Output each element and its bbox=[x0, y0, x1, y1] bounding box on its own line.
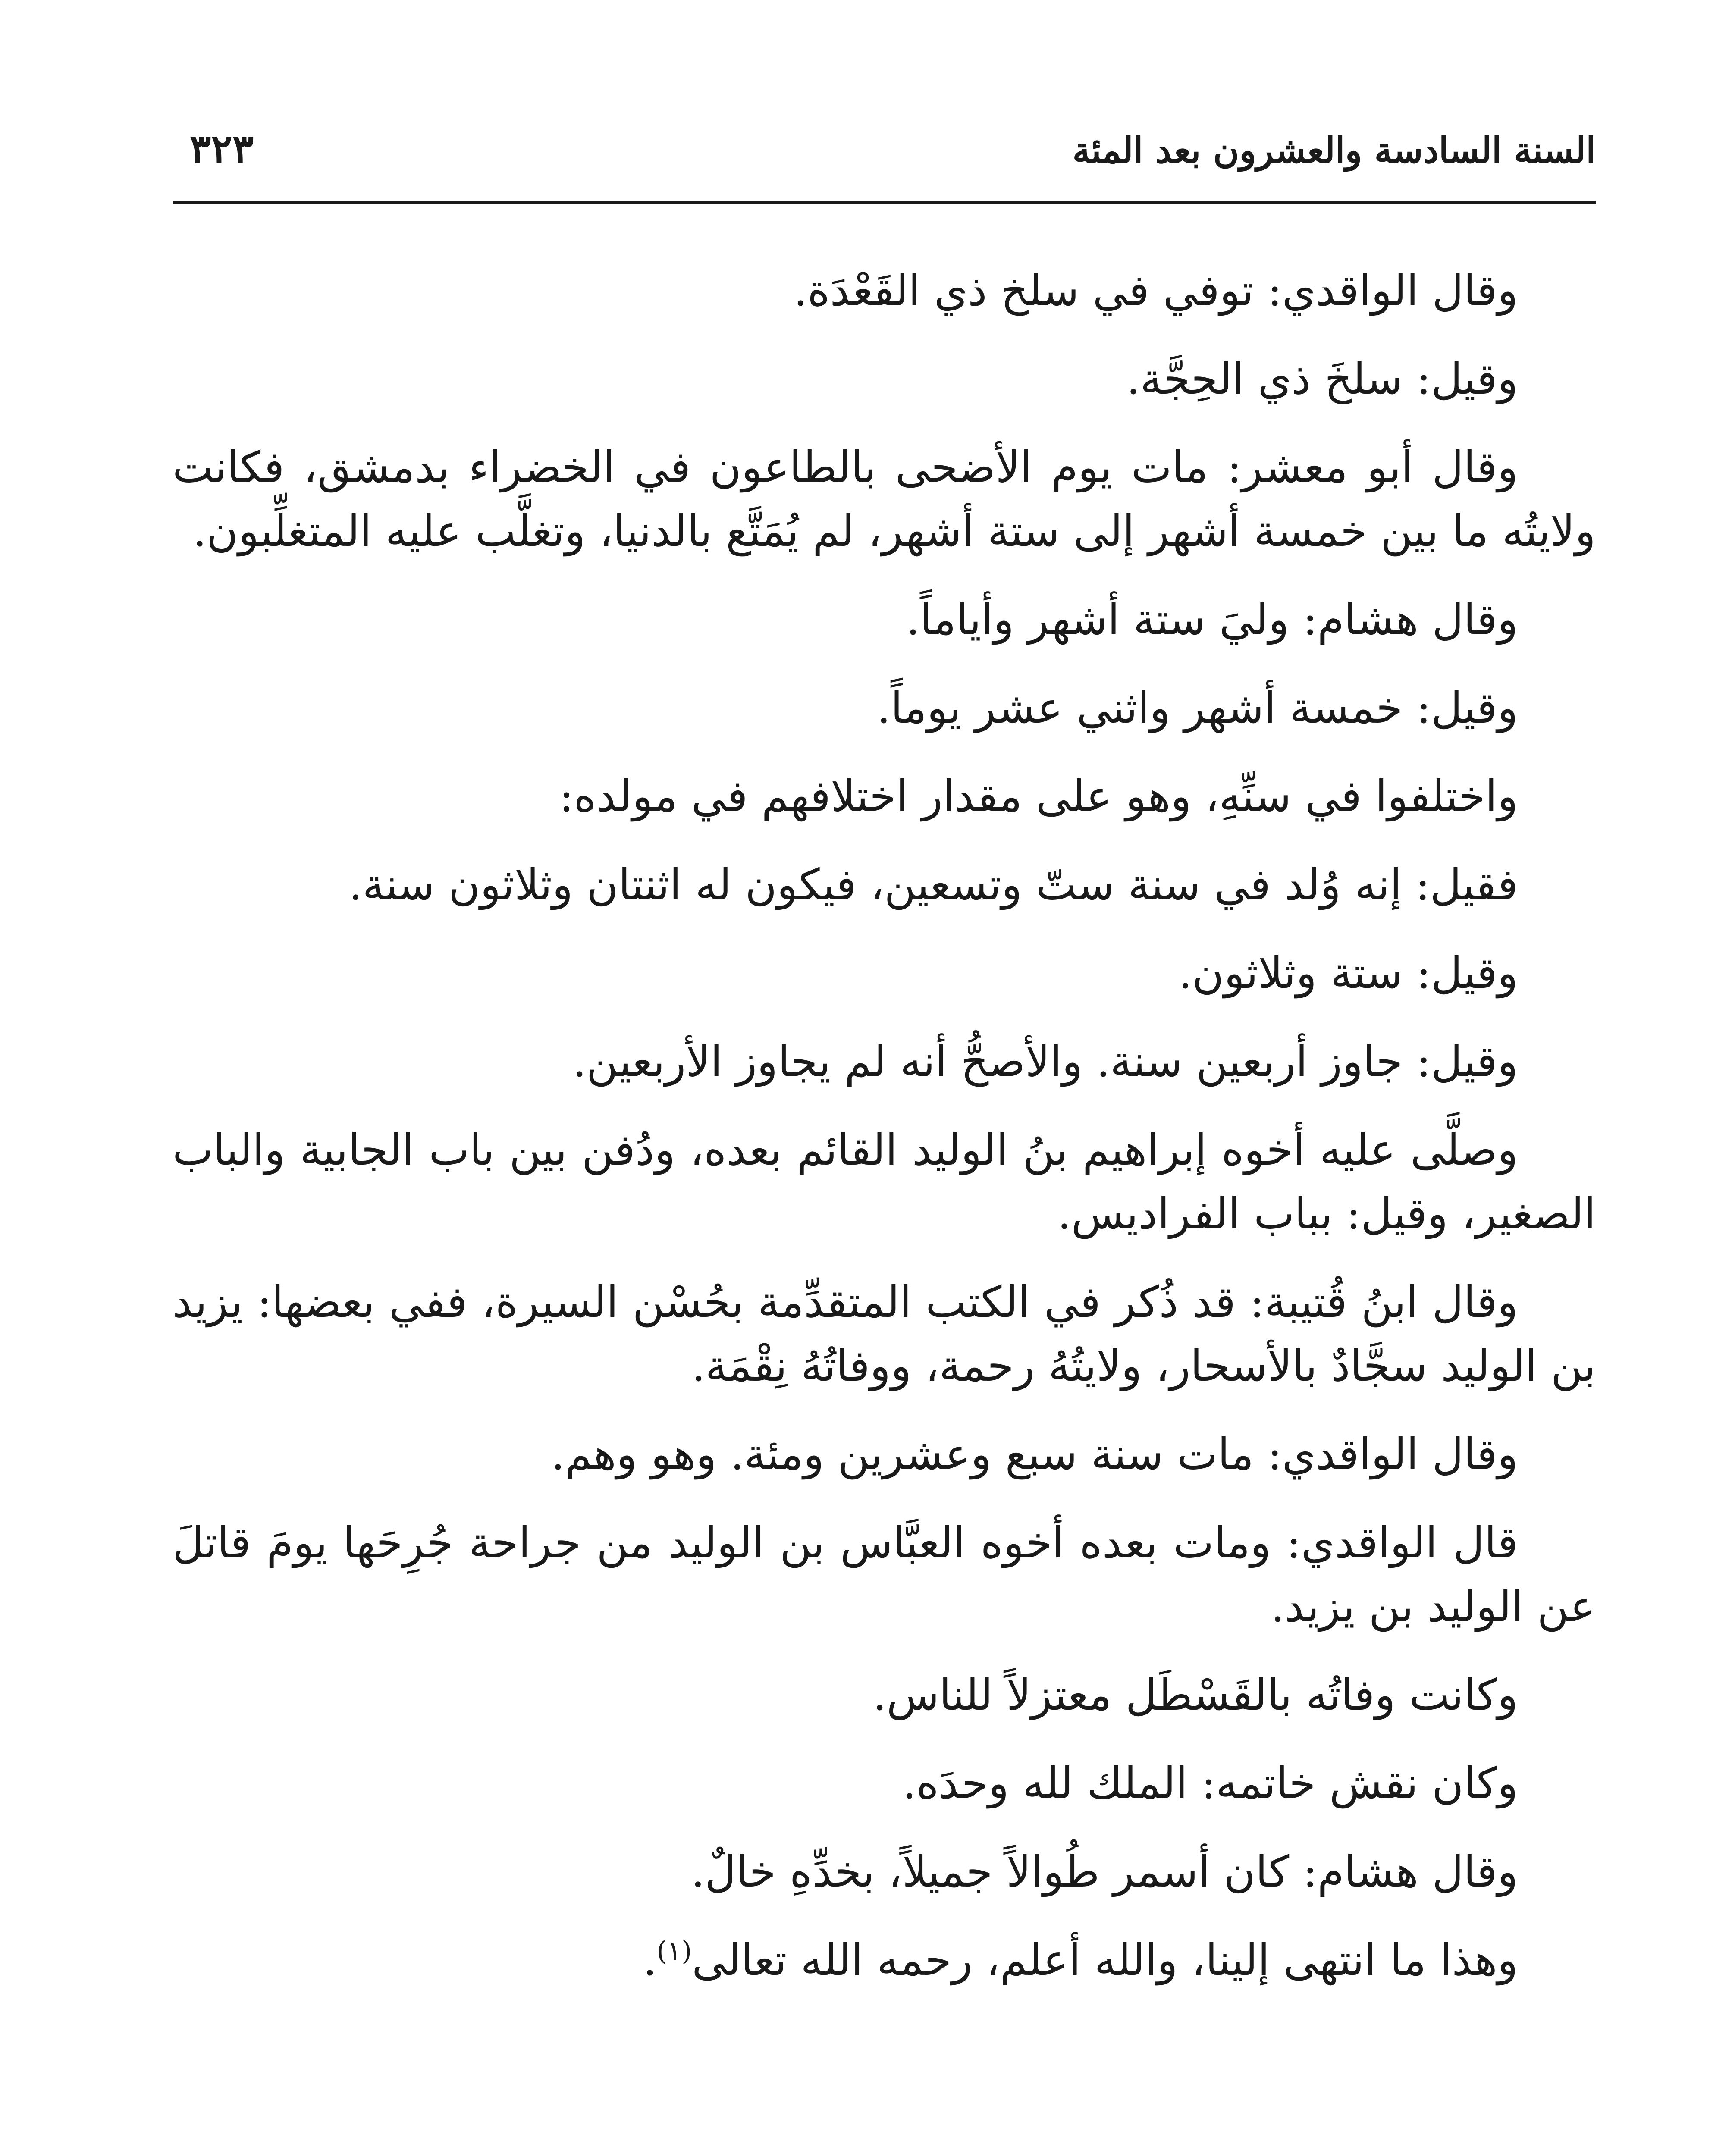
last-paragraph bbox=[173, 1928, 1596, 1992]
footnote-marker: (١) bbox=[656, 1935, 692, 1967]
paragraph: وقال هشام: وليَ ستة أشهر وأياماً. bbox=[906, 594, 1518, 645]
paragraph: وقال الواقدي: توفي في سلخ ذي القَعْدَة. bbox=[794, 265, 1518, 316]
paragraph: وقال ابنُ قُتيبة: قد ذُكر في الكتب المتقدِّمة بحُسْن السيرة، ففي بعضها: يزيد بن الوليد سجَّادٌ بالأسحار، ولايتُهُ رحمة، ووفاتُهُ نِقْمَة. bbox=[173, 1277, 1596, 1391]
running-title: السنة السادسة والعشرون بعد المئة bbox=[1072, 130, 1596, 171]
last-paragraph-end: . bbox=[643, 1935, 657, 1985]
paragraph: واختلفوا في سنِّهِ، وهو على مقدار اختلافهم في مولده: bbox=[559, 771, 1518, 821]
page-header bbox=[173, 112, 1596, 211]
paragraph: فقيل: إنه وُلد في سنة ستّ وتسعين، فيكون له اثنتان وثلاثون سنة. bbox=[348, 859, 1518, 910]
paragraph: وكان نقش خاتمه: الملك لله وحدَه. bbox=[902, 1758, 1518, 1808]
paragraph: وكانت وفاتُه بالقَسْطَل معتزلاً للناس. bbox=[872, 1670, 1518, 1720]
paragraph: وقيل: جاوز أربعين سنة. والأصحُّ أنه لم يجاوز الأربعين. bbox=[572, 1036, 1518, 1087]
body-text bbox=[173, 259, 1596, 2017]
paragraph: قال الواقدي: ومات بعده أخوه العبَّاس بن الوليد من جراحة جُرِحَها يومَ قاتلَ عن الوليد بن يزيد. bbox=[173, 1517, 1596, 1632]
paragraph: وقال هشام: كان أسمر طُوالاً جميلاً، بخدِّهِ خالٌ. bbox=[691, 1846, 1518, 1897]
paragraph: وقال الواقدي: مات سنة سبع وعشرين ومئة. وهو وهم. bbox=[551, 1429, 1518, 1479]
paragraph: وصلَّى عليه أخوه إبراهيم بنُ الوليد القائم بعده، ودُفن بين باب الجابية والباب الصغير، وقيل: بباب الفراديس. bbox=[173, 1125, 1596, 1239]
header-rule bbox=[173, 201, 1596, 204]
paragraph: وقيل: خمسة أشهر واثني عشر يوماً. bbox=[877, 683, 1518, 733]
last-paragraph-text: وهذا ما انتهى إلينا، والله أعلم، رحمه الله تعالى bbox=[692, 1935, 1518, 1985]
paragraph: وقال أبو معشر: مات يوم الأضحى بالطاعون في الخضراء بدمشق، فكانت ولايتُه ما بين خمسة أشهر إلى ستة أشهر، لم يُمَتَّع بالدنيا، وتغلَّب عليه المتغلِّبون. bbox=[173, 442, 1596, 556]
paragraph: وقيل: ستة وثلاثون. bbox=[1178, 948, 1518, 998]
page-number: ٣٢٣ bbox=[190, 125, 254, 172]
book-page bbox=[173, 112, 1596, 2156]
paragraph: وقيل: سلخَ ذي الحِجَّة. bbox=[1126, 354, 1518, 404]
